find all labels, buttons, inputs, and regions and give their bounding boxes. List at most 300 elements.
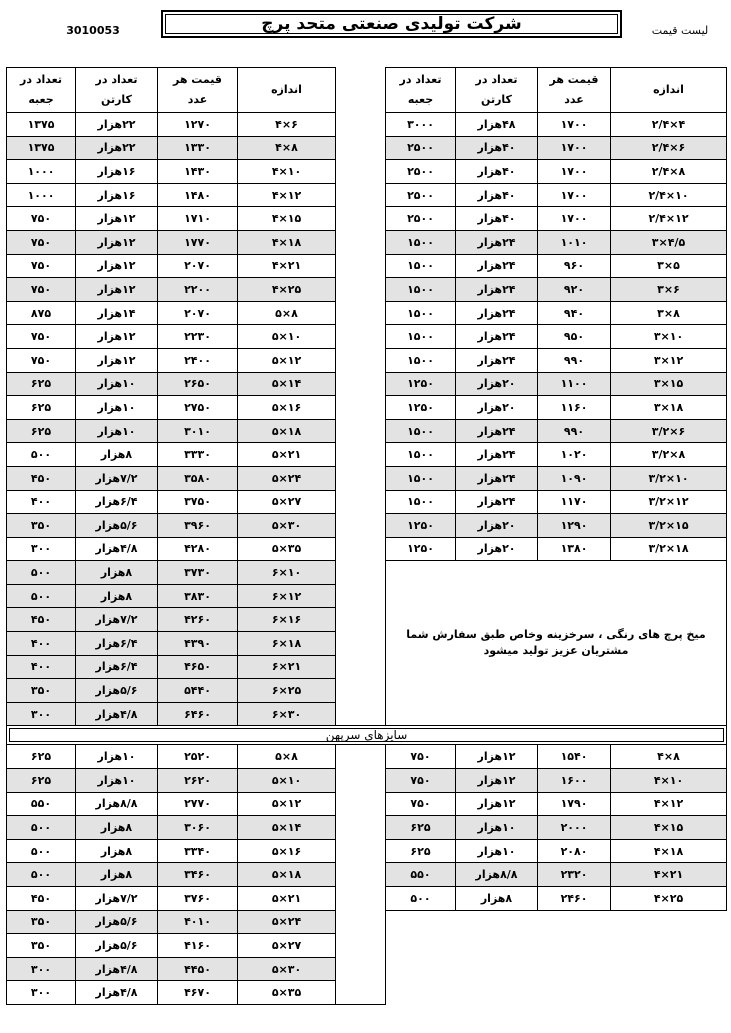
col-carton-header-line1: تعداد در [475, 73, 518, 86]
box-count [7, 160, 76, 184]
carton-count [76, 372, 158, 396]
box-count-text: ۱۵۰۰ [407, 282, 434, 296]
unit-price [158, 396, 238, 420]
carton-count-text: ۲۴هزار [477, 495, 516, 509]
carton-count-text: ۲۴هزار [477, 282, 516, 296]
box-count [386, 839, 456, 863]
table-row [7, 372, 727, 396]
box-count [386, 887, 456, 911]
box-count [386, 396, 456, 420]
box-count [7, 113, 76, 137]
box-count [7, 769, 76, 793]
rivet-size-text: ۵×۱۰ [271, 330, 302, 344]
carton-count [76, 183, 158, 207]
unit-price [158, 816, 238, 840]
rivet-size [238, 183, 336, 207]
box-count [7, 207, 76, 231]
unit-price-text: ۳۷۵۰ [184, 495, 211, 509]
unit-price [158, 136, 238, 160]
box-count-text: ۴۰۰ [30, 660, 52, 674]
carton-count-text: ۶/۴هزار [95, 660, 138, 674]
rivet-size-text: ۴×۲۵ [271, 282, 302, 296]
carton-count-text: ۱۲هزار [97, 259, 136, 273]
carton-count [456, 183, 538, 207]
table-row [7, 490, 727, 514]
unit-price-text: ۴۱۶۰ [184, 938, 211, 952]
rivet-size [238, 254, 336, 278]
rivet-size [611, 490, 727, 514]
column-gap [336, 325, 386, 349]
column-gap [336, 136, 386, 160]
rivet-size-text: ۳×۱۵ [653, 377, 684, 391]
unit-price-text: ۴۲۸۰ [184, 542, 211, 556]
carton-count-text: ۷/۲هزار [95, 613, 138, 627]
carton-count [76, 910, 158, 934]
unit-price [538, 769, 611, 793]
box-count [386, 419, 456, 443]
box-count [386, 325, 456, 349]
unit-price-text: ۹۴۰ [563, 306, 585, 320]
carton-count-text: ۲۴هزار [477, 306, 516, 320]
rivet-size [238, 679, 336, 703]
box-count-text: ۵۰۰ [30, 448, 52, 462]
rivet-size-text: ۵×۱۸ [271, 868, 302, 882]
rivet-size-text: ۶×۳۰ [271, 707, 302, 721]
unit-price [158, 207, 238, 231]
unit-price [538, 230, 611, 254]
empty-cell [386, 934, 456, 958]
unit-price-text: ۲۰۰۰ [560, 821, 588, 835]
box-count [7, 443, 76, 467]
carton-count-text: ۴۰هزار [477, 164, 516, 178]
box-count [386, 113, 456, 137]
unit-price-text: ۲۶۲۰ [184, 773, 211, 787]
column-gap [336, 68, 386, 113]
carton-count-text: ۱۲هزار [97, 330, 136, 344]
box-count-text: ۳۵۰ [30, 518, 52, 532]
column-gap [336, 183, 386, 207]
box-count-text: ۱۳۷۵ [27, 117, 55, 131]
box-count [7, 863, 76, 887]
unit-price [538, 443, 611, 467]
box-count-text: ۵۵۰ [30, 797, 52, 811]
box-count [7, 537, 76, 561]
carton-count [76, 490, 158, 514]
rivet-size-text: ۴×۱۸ [653, 844, 684, 858]
box-count-text: ۳۰۰ [30, 542, 52, 556]
carton-count-text: ۱۰هزار [97, 750, 136, 764]
carton-count [456, 372, 538, 396]
rivet-size-text: ۵×۱۸ [271, 424, 302, 438]
box-count [386, 466, 456, 490]
rivet-size-text: ۶×۲۱ [271, 660, 302, 674]
unit-price [538, 419, 611, 443]
box-count-text: ۶۲۵ [30, 424, 52, 438]
empty-cell [456, 981, 538, 1005]
column-gap [336, 679, 386, 703]
empty-cell [538, 981, 611, 1005]
carton-count [456, 254, 538, 278]
column-gap [336, 769, 386, 793]
company-title: شرکت تولیدی صنعتی متحد پرچ [161, 10, 622, 38]
box-count-text: ۱۵۰۰ [407, 448, 434, 462]
column-gap [336, 419, 386, 443]
box-count-text: ۸۷۵ [30, 306, 52, 320]
unit-price [158, 632, 238, 656]
carton-count [456, 816, 538, 840]
rivet-size-text: ۵×۲۷ [271, 495, 302, 509]
table-row [7, 769, 727, 793]
box-count-text: ۵۰۰ [30, 868, 52, 882]
table-row [7, 561, 727, 585]
box-count-text: ۱۵۰۰ [407, 306, 434, 320]
box-count [7, 745, 76, 769]
box-count-text: ۱۳۷۵ [27, 141, 55, 155]
carton-count [456, 769, 538, 793]
box-count-text: ۴۵۰ [30, 891, 52, 905]
rivet-size [611, 348, 727, 372]
box-count-text: ۳۰۰ [30, 707, 52, 721]
empty-cell [386, 981, 456, 1005]
carton-count [76, 561, 158, 585]
carton-count-text: ۴/۸هزار [95, 986, 138, 1000]
unit-price [158, 981, 238, 1005]
box-count [386, 769, 456, 793]
rivet-size [238, 584, 336, 608]
col-price-header-line1: قیمت هر [172, 73, 222, 86]
unit-price-text: ۱۳۳۰ [184, 141, 211, 155]
carton-count-text: ۱۲هزار [97, 235, 136, 249]
table-row [7, 957, 727, 981]
carton-count-text: ۴/۸هزار [95, 542, 138, 556]
column-gap [336, 702, 386, 726]
rivet-size-text: ۵×۲۱ [271, 891, 302, 905]
unit-price-text: ۶۴۶۰ [184, 707, 211, 721]
col-carton-header [456, 68, 538, 113]
unit-price-text: ۱۷۰۰ [560, 212, 588, 226]
rivet-size-text: ۵×۸ [275, 750, 298, 764]
rivet-size-text: ۲/۴×۱۰ [648, 188, 689, 202]
carton-count [76, 792, 158, 816]
section-row [7, 726, 727, 745]
rivet-size [238, 537, 336, 561]
carton-count [76, 466, 158, 490]
col-carton-header-line1: تعداد در [95, 73, 138, 86]
rivet-size [611, 207, 727, 231]
unit-price-text: ۲۷۷۰ [184, 797, 211, 811]
column-gap [336, 632, 386, 656]
unit-price [158, 348, 238, 372]
carton-count-text: ۱۰هزار [97, 400, 136, 414]
rivet-size [238, 769, 336, 793]
rivet-size-text: ۵×۳۰ [271, 962, 302, 976]
carton-count [76, 230, 158, 254]
table-row [7, 887, 727, 911]
carton-count-text: ۸هزار [100, 448, 133, 462]
rivet-size [238, 863, 336, 887]
rivet-size [611, 792, 727, 816]
box-count-text: ۷۵۰ [30, 235, 52, 249]
carton-count [76, 981, 158, 1005]
carton-count [76, 254, 158, 278]
carton-count-text: ۱۲هزار [97, 353, 136, 367]
box-count-text: ۵۰۰ [30, 821, 52, 835]
unit-price-text: ۴۳۹۰ [184, 636, 211, 650]
carton-count-text: ۸هزار [100, 844, 133, 858]
carton-count-text: ۴/۸هزار [95, 962, 138, 976]
box-count-text: ۶۲۵ [30, 377, 52, 391]
table-row [7, 419, 727, 443]
rivet-size-text: ۶×۱۸ [271, 636, 302, 650]
empty-cell [456, 934, 538, 958]
unit-price [158, 792, 238, 816]
rivet-size [238, 745, 336, 769]
box-count-text: ۴۵۰ [30, 471, 52, 485]
unit-price [538, 278, 611, 302]
carton-count-text: ۵/۶هزار [95, 938, 138, 952]
rivet-size [238, 466, 336, 490]
unit-price [538, 207, 611, 231]
unit-price-text: ۱۷۱۰ [184, 212, 211, 226]
col-price-header [158, 68, 238, 113]
box-count [386, 160, 456, 184]
box-count-text: ۷۵۰ [30, 212, 52, 226]
rivet-size [611, 183, 727, 207]
unit-price-text: ۱۷۰۰ [560, 188, 588, 202]
rivet-size [238, 608, 336, 632]
box-count [7, 419, 76, 443]
box-count [386, 230, 456, 254]
empty-cell [456, 957, 538, 981]
carton-count-text: ۴۰هزار [477, 212, 516, 226]
unit-price-text: ۳۳۴۰ [184, 844, 211, 858]
rivet-size-text: ۴×۱۵ [271, 212, 302, 226]
box-count-text: ۲۵۰۰ [407, 188, 434, 202]
box-count-text: ۴۵۰ [30, 613, 52, 627]
carton-count [456, 745, 538, 769]
column-gap [336, 372, 386, 396]
rivet-size [238, 702, 336, 726]
rivet-size [611, 769, 727, 793]
unit-price-text: ۱۳۸۰ [560, 542, 588, 556]
rivet-size [238, 792, 336, 816]
carton-count [456, 136, 538, 160]
rivet-size-text: ۵×۱۴ [271, 377, 302, 391]
table-row [7, 514, 727, 538]
carton-count-text: ۲۴هزار [477, 471, 516, 485]
carton-count-text: ۱۰هزار [97, 377, 136, 391]
table-row [7, 396, 727, 420]
carton-count [76, 679, 158, 703]
box-count-text: ۲۵۰۰ [407, 212, 434, 226]
box-count-text: ۱۲۵۰ [407, 400, 434, 414]
carton-count [456, 207, 538, 231]
rivet-size [238, 278, 336, 302]
rivet-size [611, 514, 727, 538]
carton-count [76, 443, 158, 467]
unit-price-text: ۳۴۶۰ [184, 868, 211, 882]
unit-price-text: ۲۳۲۰ [560, 868, 588, 882]
carton-count-text: ۴۰هزار [477, 141, 516, 155]
unit-price [538, 325, 611, 349]
column-gap [336, 466, 386, 490]
box-count [386, 372, 456, 396]
carton-count-text: ۴۰هزار [477, 188, 516, 202]
rivet-size [238, 372, 336, 396]
box-count [7, 278, 76, 302]
col-price-header-line1: قیمت هر [549, 73, 599, 86]
table-row [7, 537, 727, 561]
box-count [7, 584, 76, 608]
carton-count-text: ۱۶هزار [97, 188, 136, 202]
carton-count [76, 632, 158, 656]
carton-count-text: ۶/۴هزار [95, 636, 138, 650]
col-carton-header [76, 68, 158, 113]
carton-count [456, 348, 538, 372]
unit-price [538, 792, 611, 816]
rivet-size [611, 113, 727, 137]
unit-price [538, 372, 611, 396]
carton-count [456, 278, 538, 302]
carton-count [76, 348, 158, 372]
document-code: 3010053 [66, 24, 120, 37]
rivet-size [611, 301, 727, 325]
box-count-text: ۵۰۰ [30, 844, 52, 858]
empty-cell [611, 910, 727, 934]
rivet-size [611, 254, 727, 278]
table-row [7, 839, 727, 863]
box-count [7, 792, 76, 816]
col-box-header-line1: تعداد در [399, 73, 442, 86]
carton-count [76, 136, 158, 160]
table-row [7, 325, 727, 349]
box-count [7, 632, 76, 656]
unit-price [158, 419, 238, 443]
rivet-size-text: ۳/۲×۱۸ [648, 542, 689, 556]
unit-price [158, 372, 238, 396]
carton-count [76, 887, 158, 911]
unit-price-text: ۳۰۶۰ [184, 821, 211, 835]
carton-count-text: ۸هزار [100, 821, 133, 835]
col-price-header-line2: عدد [564, 93, 584, 106]
box-count-text: ۶۲۵ [30, 400, 52, 414]
carton-count-text: ۱۲هزار [97, 212, 136, 226]
rivet-size-text: ۳×۴/۵ [651, 235, 686, 249]
box-count [386, 537, 456, 561]
unit-price [538, 863, 611, 887]
rivet-size-text: ۳×۱۲ [653, 353, 684, 367]
unit-price-text: ۴۶۵۰ [184, 660, 211, 674]
rivet-size-text: ۲/۴×۶ [651, 141, 686, 155]
unit-price [158, 490, 238, 514]
col-carton-header-line2: کارتن [481, 93, 512, 106]
rivet-size-text: ۳/۲×۱۰ [648, 471, 689, 485]
unit-price [538, 514, 611, 538]
rivet-size-text: ۶×۱۲ [271, 589, 302, 603]
carton-count-text: ۲۴هزار [477, 448, 516, 462]
unit-price [538, 490, 611, 514]
column-gap [336, 584, 386, 608]
unit-price [538, 136, 611, 160]
unit-price-text: ۳۷۶۰ [184, 891, 211, 905]
box-count [7, 561, 76, 585]
box-count [386, 348, 456, 372]
unit-price-text: ۲۵۲۰ [184, 750, 211, 764]
table-row [7, 934, 727, 958]
rivet-size-text: ۵×۳۵ [271, 542, 302, 556]
unit-price-text: ۲۴۰۰ [184, 353, 211, 367]
unit-price-text: ۳۸۳۰ [184, 589, 211, 603]
empty-cell [456, 910, 538, 934]
col-box-header [7, 68, 76, 113]
box-count [7, 887, 76, 911]
unit-price-text: ۳۳۳۰ [184, 448, 211, 462]
column-gap [336, 348, 386, 372]
box-count [7, 655, 76, 679]
carton-count [76, 745, 158, 769]
rivet-size [611, 396, 727, 420]
unit-price [538, 301, 611, 325]
rivet-size-text: ۵×۸ [275, 306, 298, 320]
carton-count [76, 655, 158, 679]
unit-price [538, 537, 611, 561]
column-gap [336, 490, 386, 514]
rivet-size [238, 816, 336, 840]
unit-price [538, 466, 611, 490]
rivet-size-text: ۳×۶ [657, 282, 680, 296]
empty-cell [611, 957, 727, 981]
box-count [7, 348, 76, 372]
rivet-size [238, 490, 336, 514]
column-gap [336, 839, 386, 863]
carton-count [456, 466, 538, 490]
unit-price-text: ۴۰۱۰ [184, 915, 211, 929]
rivet-size-text: ۵×۱۰ [271, 773, 302, 787]
box-count [386, 443, 456, 467]
rivet-size [238, 230, 336, 254]
box-count [386, 745, 456, 769]
table-row [7, 745, 727, 769]
unit-price [158, 254, 238, 278]
rivet-size [611, 136, 727, 160]
box-count [7, 254, 76, 278]
unit-price [158, 608, 238, 632]
box-count-text: ۱۰۰۰ [27, 188, 55, 202]
unit-price-text: ۱۴۳۰ [184, 164, 211, 178]
unit-price [538, 254, 611, 278]
rivet-size-text: ۴×۱۰ [271, 164, 302, 178]
rivet-size-text: ۴×۱۲ [653, 797, 684, 811]
column-gap [336, 910, 386, 934]
unit-price-text: ۴۲۶۰ [184, 613, 211, 627]
unit-price-text: ۱۱۶۰ [560, 400, 588, 414]
box-count [7, 934, 76, 958]
rivet-size [611, 537, 727, 561]
unit-price [158, 839, 238, 863]
rivet-size-text: ۵×۳۰ [271, 518, 302, 532]
rivet-size-text: ۶×۱۰ [271, 566, 302, 580]
unit-price [158, 514, 238, 538]
unit-price [158, 537, 238, 561]
rivet-size [611, 443, 727, 467]
rivet-size-text: ۴×۱۸ [271, 235, 302, 249]
unit-price-text: ۱۷۷۰ [184, 235, 211, 249]
carton-count [456, 230, 538, 254]
carton-count-text: ۵/۶هزار [95, 684, 138, 698]
column-gap [336, 160, 386, 184]
unit-price [158, 702, 238, 726]
carton-count-text: ۸هزار [100, 589, 133, 603]
